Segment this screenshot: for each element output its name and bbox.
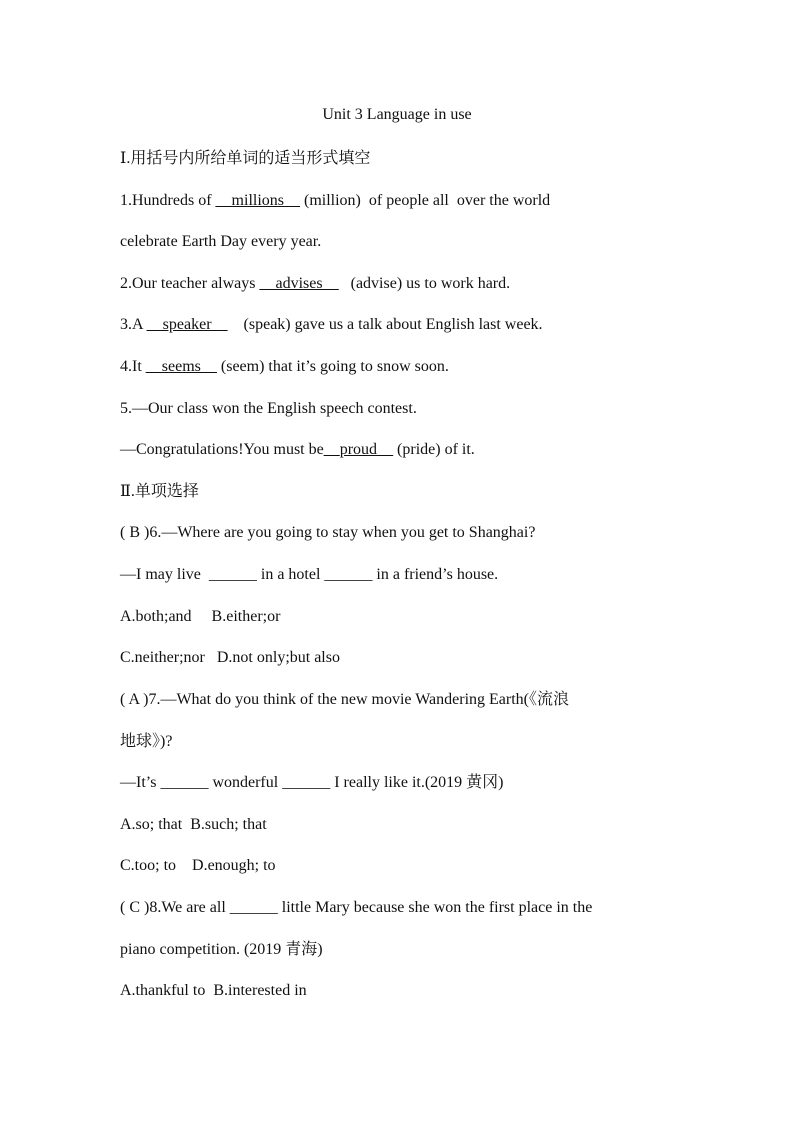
q1-text-before: 1.Hundreds of <box>120 192 216 209</box>
section-heading-1: Ⅰ.用括号内所给单词的适当形式填空 <box>120 150 371 167</box>
question-7-reply: —It’s ______ wonderful ______ I really like it.(2019 黄冈) <box>120 774 504 791</box>
question-7: ( A )7.—What do you think of the new movie Wandering Earth(《流浪 <box>120 691 569 708</box>
question-8-options-ab: A.thankful to B.interested in <box>120 982 307 999</box>
question-6-reply: —I may live ______ in a hotel ______ in a friend’s house. <box>120 566 499 583</box>
q3-answer: __speaker__ <box>146 316 228 333</box>
q1-answer: __millions__ <box>215 192 300 209</box>
question-7-continued: 地球》)? <box>120 733 173 750</box>
q2-answer: __advises__ <box>259 275 339 292</box>
question-3 <box>120 314 543 336</box>
question-6-options-cd: C.neither;nor D.not only;but also <box>120 649 340 666</box>
question-8: ( C )8.We are all ______ little Mary because she won the first place in the <box>120 899 593 916</box>
question-7-options-ab: A.so; that B.such; that <box>120 816 267 833</box>
q2-text-after: (advise) us to work hard. <box>338 275 511 292</box>
question-1-continued: celebrate Earth Day every year. <box>120 233 322 250</box>
q5-text-after: (pride) of it. <box>393 441 475 458</box>
q5-text-before: —Congratulations!You must be <box>120 441 324 458</box>
question-2 <box>120 273 510 295</box>
question-8-continued: piano competition. (2019 青海) <box>120 941 323 958</box>
question-1 <box>120 190 550 212</box>
question-5: 5.—Our class won the English speech contest. <box>120 400 417 417</box>
question-5-reply <box>120 439 475 461</box>
q1-text-after: (million) of people all over the world <box>300 192 551 209</box>
q4-text-after: (seem) that it’s going to snow soon. <box>216 358 449 375</box>
page-title: Unit 3 Language in use <box>322 106 472 123</box>
q4-answer: __seems__ <box>145 358 217 375</box>
question-6: ( B )6.—Where are you going to stay when you get to Shanghai? <box>120 524 536 541</box>
q3-text-after: (speak) gave us a talk about English last week. <box>227 316 543 333</box>
q2-text-before: 2.Our teacher always <box>120 275 260 292</box>
section-heading-2: Ⅱ.单项选择 <box>120 483 199 500</box>
question-6-options-ab: A.both;and B.either;or <box>120 608 281 625</box>
q4-text-before: 4.It <box>120 358 146 375</box>
question-7-options-cd: C.too; to D.enough; to <box>120 857 276 874</box>
question-4 <box>120 356 449 378</box>
q3-text-before: 3.A <box>120 316 147 333</box>
q5-answer: __proud__ <box>323 441 394 458</box>
